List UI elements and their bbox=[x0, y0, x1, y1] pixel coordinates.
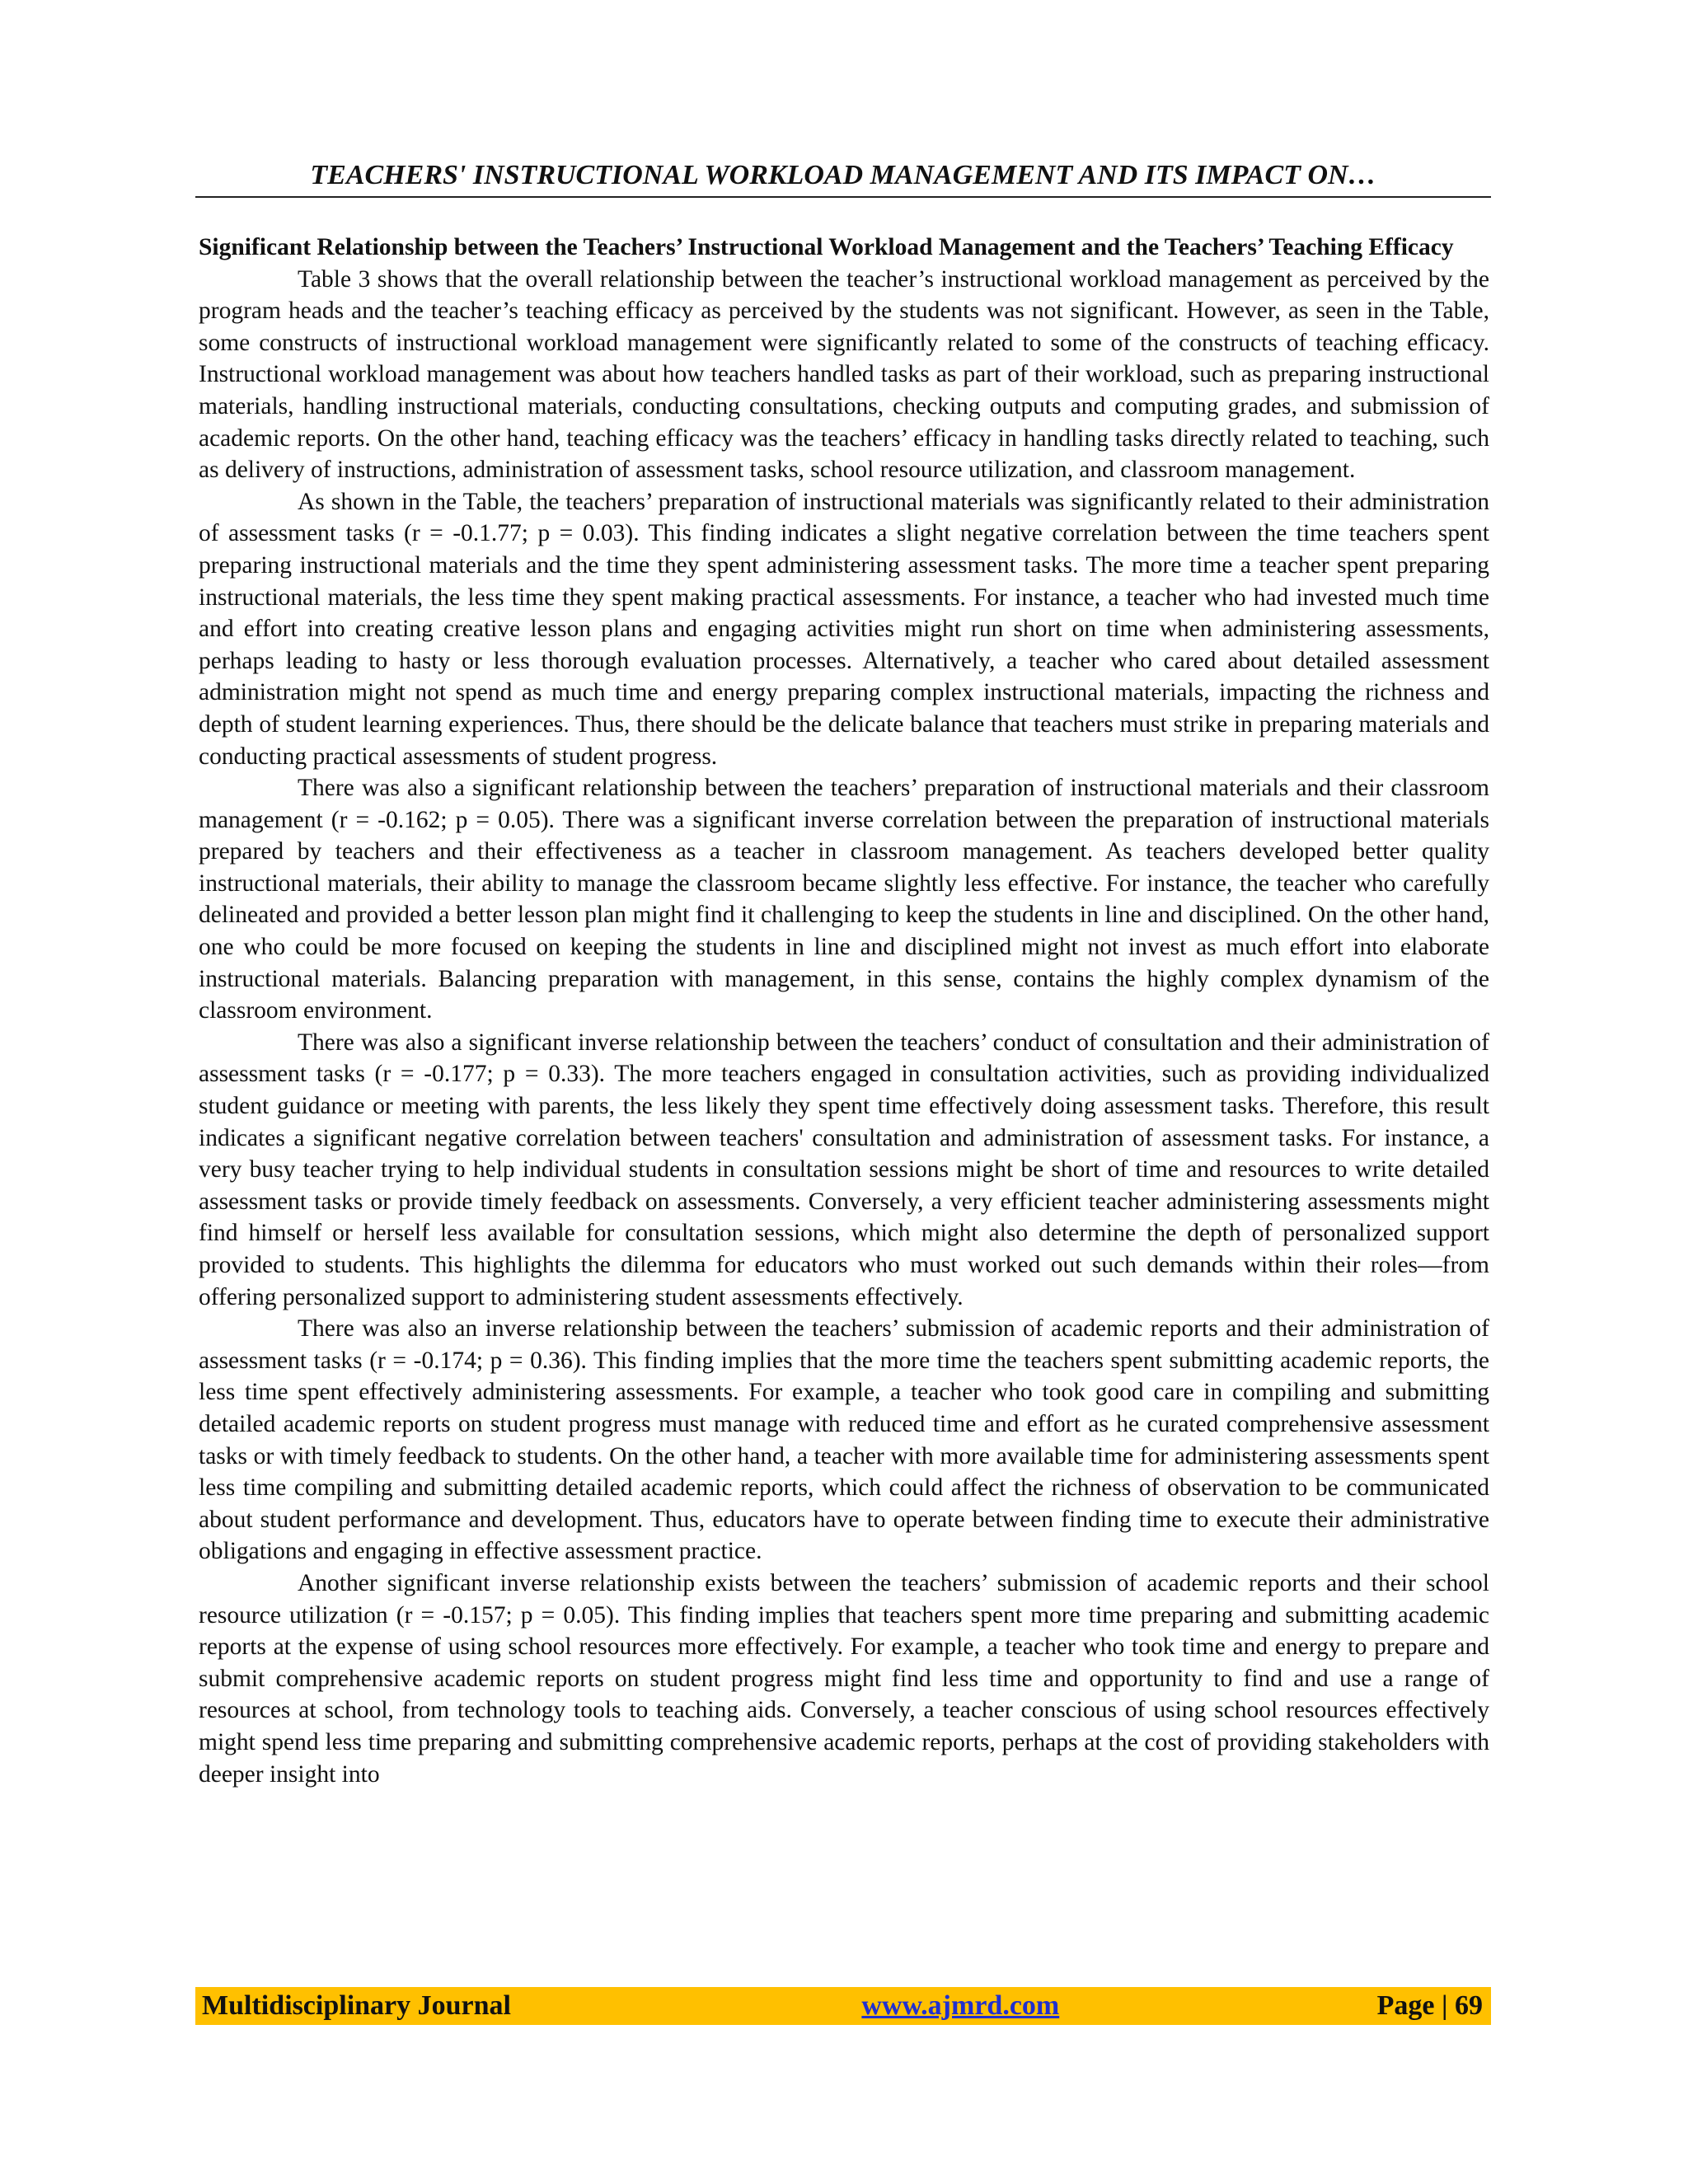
footer-website-link[interactable]: www.ajmrd.com bbox=[861, 1990, 1060, 2021]
paragraph: Another significant inverse relationship exists between the teachers’ submission of academic reports and their school resource utilization (r = -0.157; p = 0.05). This finding implies that teachers spent more time preparing and submitting academic reports at the expense of using school resources more effectively. For example, a teacher who took time and energy to prepare and submit comprehensive academic reports on student progress might find less time and opportunity to find and use a range of resources at school, from technology tools to teaching aids. Conversely, a teacher conscious of using school resources effectively might spend less time preparing and submitting comprehensive academic reports, perhaps at the cost of providing stakeholders with deeper insight into bbox=[199, 1569, 1489, 1788]
paragraph: There was also a significant relationship between the teachers’ preparation of instructional materials and their classroom management (r = -0.162; p = 0.05). There was a significant inverse correlation between the preparation of instructional materials prepared by teachers and their effectiveness as a teacher in classroom management. As teachers developed better quality instructional materials, their ability to manage the classroom became slightly less effective. For instance, the teacher who carefully delineated and provided a better lesson plan might find it challenging to keep the students in line and disciplined. On the other hand, one who could be more focused on keeping the students in line and disciplined might not invest as much effort into elaborate instructional materials. Balancing preparation with management, in this sense, contains the highly complex dynamism of the classroom environment. bbox=[199, 775, 1489, 1024]
footer-journal-name: Multidisciplinary Journal bbox=[202, 1990, 511, 2021]
section-heading: Significant Relationship between the Teachers’ Instructional Workload Management and the Teachers’ Teaching Efficacy bbox=[199, 234, 1454, 260]
paragraph: As shown in the Table, the teachers’ preparation of instructional materials was significantly related to their administration of assessment tasks (r = -0.1.77; p = 0.03). This finding indicates a slight negative correlation between the time teachers spent preparing instructional materials and the time they spent administering assessment tasks. The more time a teacher spent preparing instructional materials, the less time they spent making practical assessments. For instance, a teacher who had invested much time and effort into creating creative lesson plans and engaging activities might run short on time when administering assessments, perhaps leading to hasty or less thorough evaluation processes. Alternatively, a teacher who cared about detailed assessment administration might not spend as much time and energy preparing complex instructional materials, impacting the richness and depth of student learning experiences. Thus, there should be the delicate balance that teachers must strike in preparing materials and conducting practical assessments of student progress. bbox=[199, 488, 1489, 770]
paragraph: Table 3 shows that the overall relationship between the teacher’s instructional workload management as perceived by the program heads and the teacher’s teaching efficacy as perceived by the students was not significant. However, as seen in the Table, some constructs of instructional workload management were significantly related to some of the constructs of teaching efficacy. Instructional workload management was about how teachers handled tasks as part of their workload, such as preparing instructional materials, handling instructional materials, conducting consultations, checking outputs and computing grades, and submission of academic reports. On the other hand, teaching efficacy was the teachers’ efficacy in handling tasks directly related to teaching, such as delivery of instructions, administration of assessment tasks, school resource utilization, and classroom management. bbox=[199, 265, 1489, 484]
paragraph: There was also an inverse relationship between the teachers’ submission of academic reports and their administration of assessment tasks (r = -0.174; p = 0.36). This finding implies that the more time the teachers spent submitting academic reports, the less time spent effectively administering assessments. For example, a teacher who took good care in compiling and submitting detailed academic reports on student progress must manage with reduced time and effort as he curated comprehensive assessment tasks or with timely feedback to students. On the other hand, a teacher with more available time for administering assessments spent less time compiling and submitting detailed academic reports, which could affect the richness of observation to be communicated about student performance and development. Thus, educators have to operate between finding time to execute their administrative obligations and engaging in effective assessment practice. bbox=[199, 1315, 1489, 1565]
footer-bar bbox=[195, 1987, 1491, 2025]
running-header-title: TEACHERS' INSTRUCTIONAL WORKLOAD MANAGEMENT AND ITS IMPACT ON… bbox=[310, 160, 1376, 190]
header-divider bbox=[195, 196, 1491, 198]
article-body bbox=[199, 232, 1489, 1790]
footer-page-number: Page | 69 bbox=[1376, 1990, 1483, 2021]
paragraph: There was also a significant inverse relationship between the teachers’ conduct of consultation and their administration of assessment tasks (r = -0.177; p = 0.33). The more teachers engaged in consultation activities, such as providing individualized student guidance or meeting with parents, the less likely they spent time effectively doing assessment tasks. Therefore, this result indicates a significant negative correlation between teachers' consultation and administration of assessment tasks. For instance, a very busy teacher trying to help individual students in consultation sessions might be short of time and resources to write detailed assessment tasks or provide timely feedback on assessments. Conversely, a very efficient teacher administering assessments might find himself or herself less available for consultation sessions, which might also determine the depth of personalized support provided to students. This highlights the dilemma for educators who must worked out such demands within their roles—from offering personalized support to administering student assessments effectively. bbox=[199, 1029, 1489, 1310]
